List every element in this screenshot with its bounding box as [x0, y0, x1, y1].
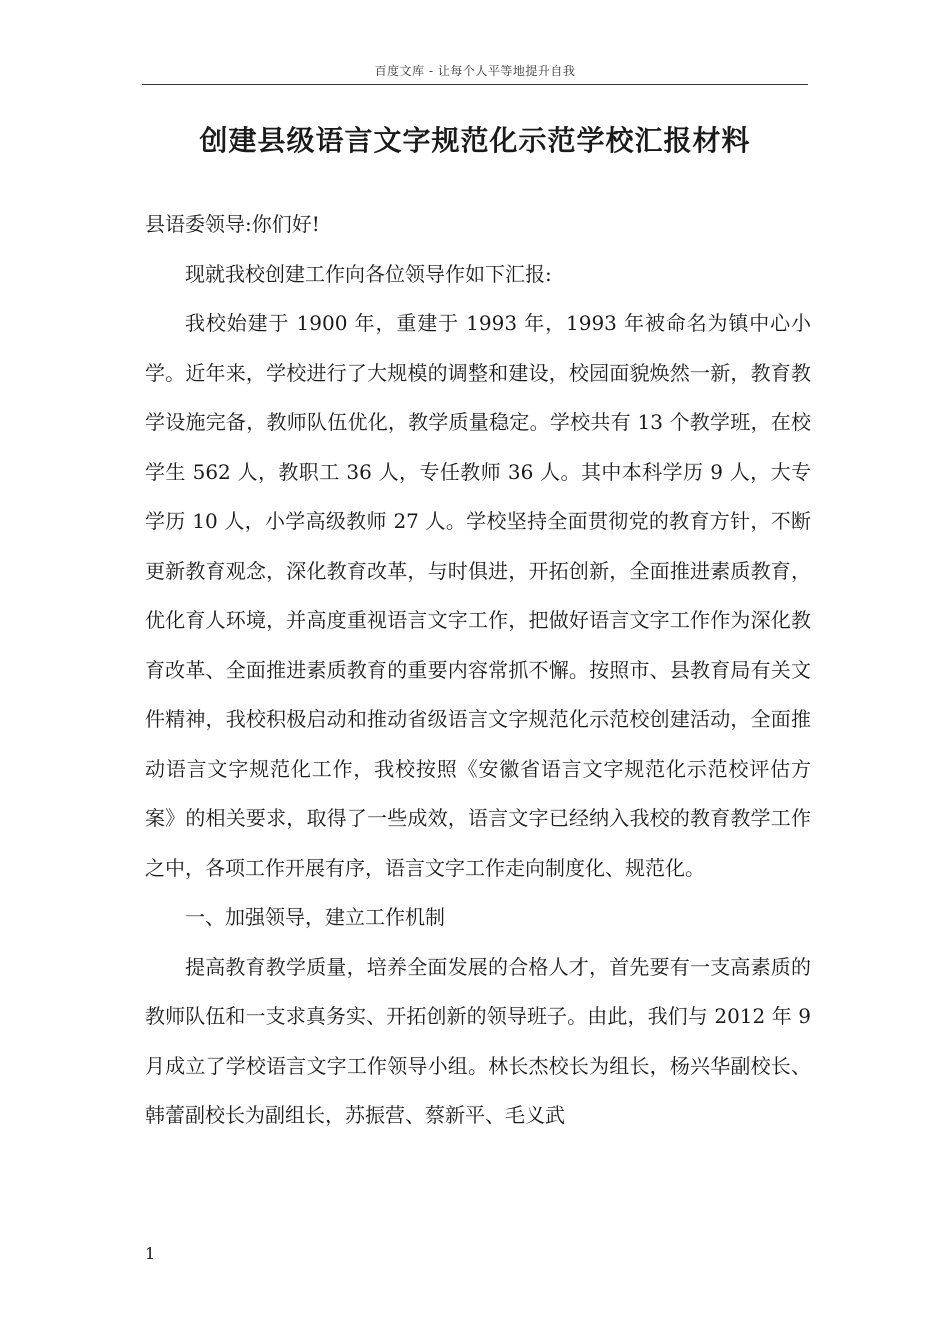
header-divider [142, 84, 808, 85]
page-number: 1 [145, 1244, 156, 1263]
salutation: 县语委领导:你们好! [145, 212, 320, 236]
document-body [145, 200, 811, 1141]
school-overview-paragraph: 我校始建于 1900 年，重建于 1993 年，1993 年被命名为镇中心小学。近年来，学校进行了大规模的调整和建设，校园面貌焕然一新，教育教学设施完备，教师队伍优化，教学质量稳定。学校共有 13 个教学班，在校学生 562 人，教职工 36 人，专任教师 36 人。其中本科学历 9 人，大专学历 10 人，小学高级教师 27 人。学校坚持全面贯彻党的教育方针，不断更新教育观念，深化教育改革，与时俱进，开拓创新，全面推进素质教育，优化育人环境，并高度重视语言文字工作，把做好语言文字工作作为深化教育改革、全面推进素质教育的重要内容常抓不懈。按照市、县教育局有关文件精神，我校积极启动和推动省级语言文字规范化示范校创建活动，全面推动语言文字规范化工作，我校按照《安徽省语言文字规范化示范校评估方案》的相关要求，取得了一些成效，语言文字已经纳入我校的教育教学工作之中，各项工作开展有序，语言文字工作走向制度化、规范化。 [145, 311, 811, 880]
page-header: 百度文库 - 让每个人平等地提升自我 [374, 64, 576, 78]
document-title: 创建县级语言文字规范化示范学校汇报材料 [199, 124, 751, 157]
section-heading: 一、加强领导，建立工作机制 [185, 905, 445, 929]
leadership-paragraph: 提高教育教学质量，培养全面发展的合格人才，首先要有一支高素质的教师队伍和一支求真务实、开拓创新的领导班子。由此，我们与 2012 年 9 月成立了学校语言文字工作领导小组。林长杰校长为组长，杨兴华副校长、韩蕾副校长为副组长，苏振营、蔡新平、毛义武 [145, 954, 811, 1127]
intro-paragraph: 现就我校创建工作向各位领导作如下汇报: [185, 261, 552, 286]
